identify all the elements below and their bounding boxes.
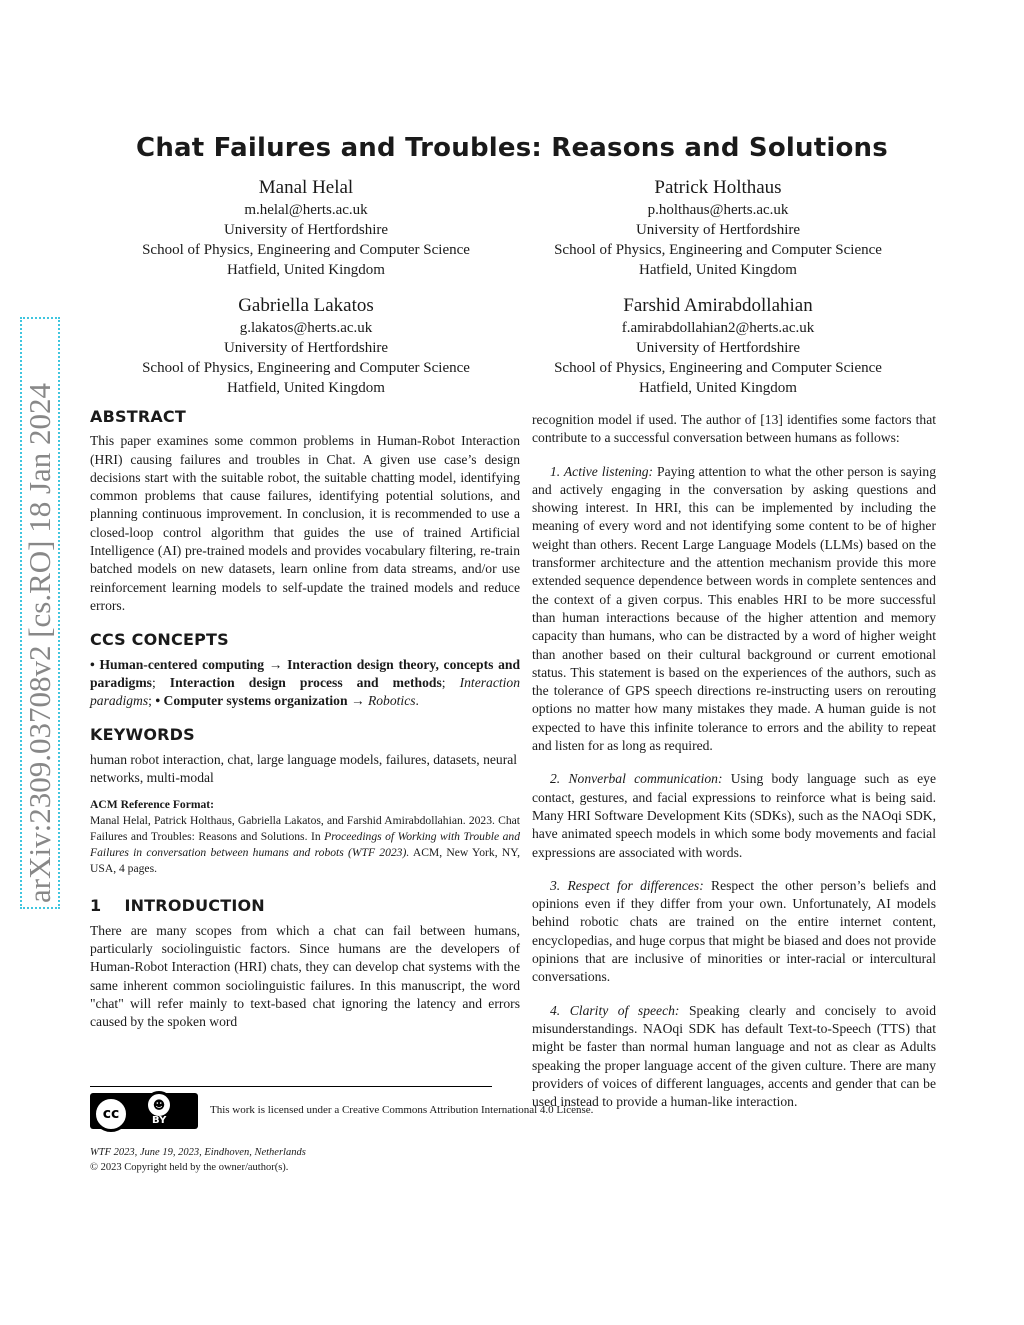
abstract-text: This paper examines some common problems in Human-Robot Interaction (HRI) causing failures and troubles in Chat. A given use case’s design decisions start with the suitable robot, the suitable chatting model, identifying common problems that cause failures, identifying potential solutions, and planning continuous improvement. In conclusion, it is recommended to use a closed-loop control algorithm that guides the use of trained Artificial Intelligence (AI) pre-trained models and provides vocabulary filtering, re-train batched models on new datasets, learn online from data streams, and/or use reinforcement learning models to self-update the trained models and reduce errors. <box>90 433 520 613</box>
keywords-text: human robot interaction, chat, large language models, failures, datasets, neural networks, multi-modal <box>90 751 518 786</box>
license-text[interactable]: This work is licensed under a Creative Commons Attribution International 4.0 License. <box>210 1104 594 1116</box>
author-university: University of Hertfordshire <box>635 340 801 356</box>
ccs-concept: Computer systems organization <box>163 693 348 709</box>
section-number: 1 <box>90 896 102 916</box>
ccs-arrow: → <box>350 693 365 709</box>
intro-text: There are many scopes from which a chat can fail between humans, particularly sociolinguistic factors. Since humans are the developers of Human-Robot Interaction (HRI) chats, they can develop chat systems with the same inherent common sociolinguistic failures. In this manuscript, the word "chat" will refer mainly to text-based chat ignoring the latency and errors caused by the spoken word <box>90 922 520 1030</box>
ccs-arrow: → <box>268 656 283 672</box>
paragraph: recognition model if used. The author of [13] identifies some factors that contribute to a successful conversation between humans as follows: <box>532 412 936 446</box>
factor-item <box>532 877 936 987</box>
cc-icon: cc <box>93 1096 129 1132</box>
factor-label: 2. Nonverbal communication: <box>550 771 723 787</box>
factor-label: 1. Active listening: <box>550 463 654 479</box>
author-email[interactable]: p.holthaus@herts.ac.uk <box>647 202 789 218</box>
copyright-notice: © 2023 Copyright held by the owner/author(s). <box>90 1162 289 1173</box>
author-school: School of Physics, Engineering and Computer Science <box>142 360 470 376</box>
abstract-heading: ABSTRACT <box>90 407 186 426</box>
acm-reference-heading: ACM Reference Format: <box>90 798 215 812</box>
right-column <box>532 411 936 1111</box>
author-name: Patrick Holthaus <box>654 177 782 198</box>
keywords-heading: KEYWORDS <box>90 725 195 745</box>
author-name: Farshid Amirabdollahian <box>623 295 813 316</box>
author-email[interactable]: g.lakatos@herts.ac.uk <box>239 320 373 336</box>
factor-label: 4. Clarity of speech: <box>550 1002 680 1018</box>
conference-info: WTF 2023, June 19, 2023, Eindhoven, Netherlands <box>90 1147 306 1158</box>
author-name: Manal Helal <box>258 177 354 198</box>
author-location: Hatfield, United Kingdom <box>227 262 385 278</box>
factor-label: 3. Respect for differences: <box>550 877 704 893</box>
acm-reference <box>90 797 520 877</box>
factor-item <box>532 1002 936 1112</box>
author-university: University of Hertfordshire <box>223 340 389 356</box>
factor-text: Paying attention to what the other person is saying and actively engaging in the conversation by asking questions and showing interest. In HRI, this can be implemented by including the meaning of every word and not identifying some content to be of higher weight than others. Recent Large Language Models (LLMs) based on the transformer architecture and the attention mechanism provide this more extended sequence dependence between words in complete sentences and the context of a given corpus. This enables HRI to be more successful than human interactions because of the higher attention and memory capacity than humans, who can be distracted by a word of higher weight than another based on their cultural background or current emotional status. This statement is based on the experiences of the authors, such as the tolerance of GPS speech directions re-instructing users on rerouting options no matter how many mistakes they made. A human guide is not expected to have this infinite tolerance to errors and the ability to repeat and listen for as long as required. <box>532 463 936 754</box>
footnote-rule <box>90 1086 492 1087</box>
author-block <box>100 294 512 398</box>
section-title: INTRODUCTION <box>124 896 265 916</box>
factor-item <box>532 770 936 861</box>
author-location: Hatfield, United Kingdom <box>639 380 797 396</box>
by-label: BY <box>152 1115 167 1126</box>
factor-text: Using body language such as eye contact, gestures, and facial expressions to reinforce what is being said. Many HRI Software Development Kits (SDKs), such as the NAOqi SDK, have animated speech models in which some body movements and facial expressions are associated with words. <box>532 771 936 860</box>
ccs-concept: Robotics <box>367 693 416 709</box>
acm-reference-venue: Proceedings of Working with Trouble and Failures in conversation between humans and robots (WTF 2023). <box>90 830 521 860</box>
ccs-concept: Interaction design theory, concepts and paradigms <box>90 656 521 690</box>
author-school: School of Physics, Engineering and Computer Science <box>554 360 882 376</box>
author-email[interactable]: f.amirabdollahian2@herts.ac.uk <box>621 320 815 336</box>
paper-title: Chat Failures and Troubles: Reasons and Solutions <box>136 133 888 163</box>
factor-text: Respect the other person’s beliefs and opinions even if they differ from your own. Unfortunately, AI models behind robotic chats are trained on the entire internet content, encyclopedias, and huge corpus that might be biased and does not provide opinions that are inclusive of minorities or inter-racial or intercultural conversations. <box>532 877 936 985</box>
left-column <box>90 408 520 1031</box>
factor-text: Speaking clearly and concisely to avoid misunderstandings. NAOqi SDK has default Text-to-Speech (TTS) that might be faster than normal human language and not as clear as Adults speaking the proper language accent of the given culture. There are many providers of voices of different languages, accents and gender that can be used instead to provide a human-like interaction. <box>532 1002 936 1110</box>
author-block <box>512 294 924 398</box>
arxiv-identifier: arXiv:2309.03708v2 [cs.RO] 18 Jan 2024 <box>22 319 58 907</box>
author-school: School of Physics, Engineering and Computer Science <box>554 242 882 258</box>
author-block <box>100 176 512 280</box>
acm-reference-text: ACM, New York, NY, USA, 4 pages. <box>90 846 520 876</box>
ccs-bullet: • <box>155 693 161 709</box>
ccs-concept: Interaction design process and methods <box>169 674 442 690</box>
author-location: Hatfield, United Kingdom <box>227 380 385 396</box>
author-block <box>512 176 924 280</box>
author-location: Hatfield, United Kingdom <box>639 262 797 278</box>
attribution-person-icon: ☻ <box>145 1091 173 1119</box>
ccs-text: • Human-centered computing → Interaction design theory, concepts and paradigms; Interaction design process and methods; Interaction paradigms; • Computer systems organization → Robotics. <box>90 656 521 709</box>
ccs-heading: CCS CONCEPTS <box>90 630 229 650</box>
acm-reference-text: Manal Helal, Patrick Holthaus, Gabriella Lakatos, and Farshid Amirabdollahian. 2023. Chat Failures and Troubles: Reasons and Solutions. In <box>90 814 520 844</box>
author-name: Gabriella Lakatos <box>238 295 374 316</box>
ccs-concept: Interaction paradigms <box>90 674 520 709</box>
cc-by-logo[interactable] <box>90 1093 198 1129</box>
ccs-bullet: • <box>90 656 95 672</box>
intro-heading <box>90 897 520 915</box>
ccs-concept: Human-centered computing <box>99 656 265 672</box>
author-university: University of Hertfordshire <box>635 222 801 238</box>
author-email[interactable]: m.helal@herts.ac.uk <box>244 202 368 218</box>
author-school: School of Physics, Engineering and Computer Science <box>142 242 470 258</box>
author-university: University of Hertfordshire <box>223 222 389 238</box>
factor-item <box>532 463 936 756</box>
